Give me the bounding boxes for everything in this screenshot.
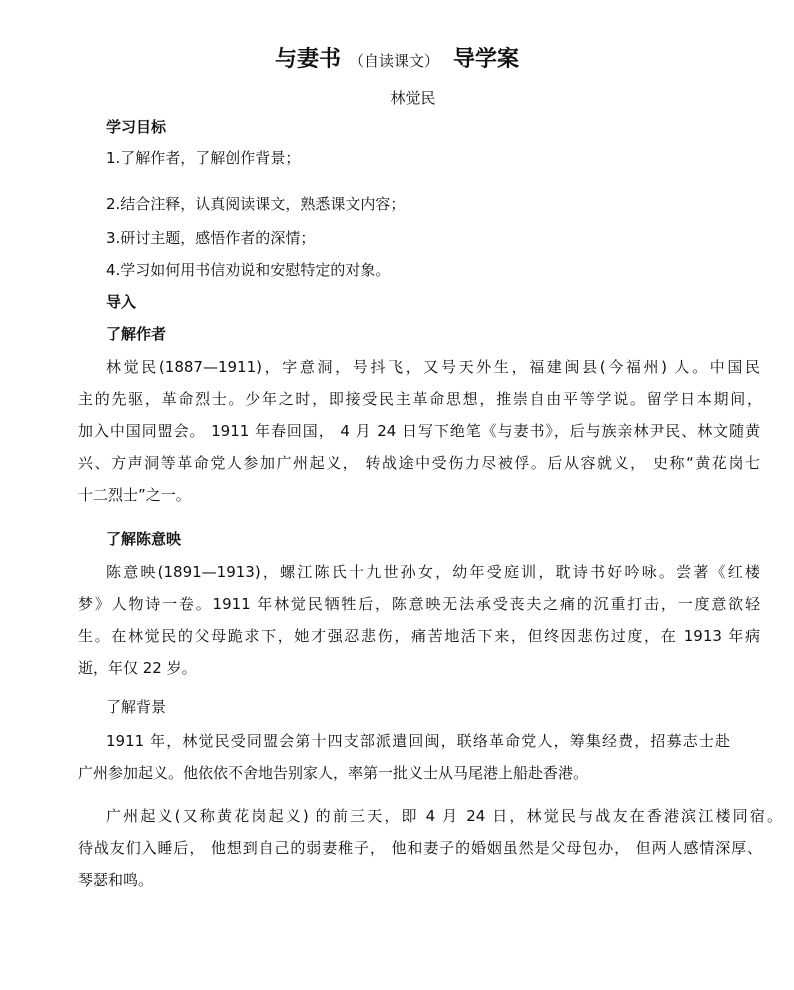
intro-heading: 导入 [106, 293, 137, 311]
paragraph-line: 逝，年仅 22 岁。 [78, 659, 197, 677]
objective-item: 4.学习如何用书信劝说和安慰特定的对象。 [106, 261, 391, 279]
paragraph-line: 广州参加起义。他依依不舍地告别家人，率第一批义士从马尾港上船赴香港。 [78, 764, 589, 782]
objective-item: 1.了解作者，了解创作背景； [106, 149, 301, 167]
paragraph-line: 兴、方声洞等革命党人参加广州起义， 转战途中受伤力尽被俘。后从容就义， 史称“黄花岗七 [78, 454, 760, 472]
paragraph-line: 十二烈士”之一。 [78, 486, 191, 504]
objective-item: 3.研讨主题，感悟作者的深情； [106, 229, 316, 247]
paragraph-line: 梦》人物诗一卷。1911 年林觉民牺牲后，陈意映无法承受丧夫之痛的沉重打击，一度意欲轻 [78, 595, 760, 613]
paragraph-line: 加入中国同盟会。 1911 年春回国， 4 月 24 日写下绝笔《与妻书》，后与族亲林尹民、林文随黄 [78, 422, 760, 440]
objective-item: 2.结合注释，认真阅读课文，熟悉课文内容； [106, 195, 406, 213]
author: 林觉民 [390, 89, 436, 107]
title-suffix: 导学案 [453, 47, 520, 72]
paragraph-line: 琴瑟和鸣。 [78, 871, 154, 889]
about-chen-heading: 了解陈意映 [106, 530, 182, 548]
paragraph-line: 主的先驱，革命烈士。少年之时，即接受民主革命思想，推崇自由平等学说。留学日本期间， [78, 390, 762, 408]
title-main: 与妻书 [274, 47, 341, 72]
about-author-heading: 了解作者 [106, 325, 167, 343]
background-heading: 了解背景 [106, 698, 167, 716]
paragraph-line: 1911 年，林觉民受同盟会第十四支部派遣回闽，联络革命党人，筹集经费，招募志士赴 [106, 732, 730, 750]
paragraph-line: 待战友们入睡后， 他想到自己的弱妻稚子， 他和妻子的婚姻虽然是父母包办， 但两人感情深厚、 [78, 839, 762, 857]
page-title [0, 42, 794, 73]
paragraph-line: 生。在林觉民的父母跪求下，她才强忍悲伤，痛苦地活下来，但终因悲伤过度，在 1913 年病 [78, 627, 760, 645]
objectives-heading: 学习目标 [106, 118, 167, 136]
paragraph-line: 陈意映(1891—1913)，螺江陈氏十九世孙女，幼年受庭训，耽诗书好吟咏。尝著《红楼 [106, 563, 760, 581]
paragraph-line: 广州起义(又称黄花岗起义) 的前三天，即 4 月 24 日，林觉民与战友在香港滨江楼同宿。 [106, 807, 782, 825]
title-sub: （自读课文） [348, 52, 439, 70]
paragraph-line: 林觉民(1887—1911)，字意洞，号抖飞，又号天外生，福建闽县(今福州) 人。中国民 [106, 358, 760, 376]
